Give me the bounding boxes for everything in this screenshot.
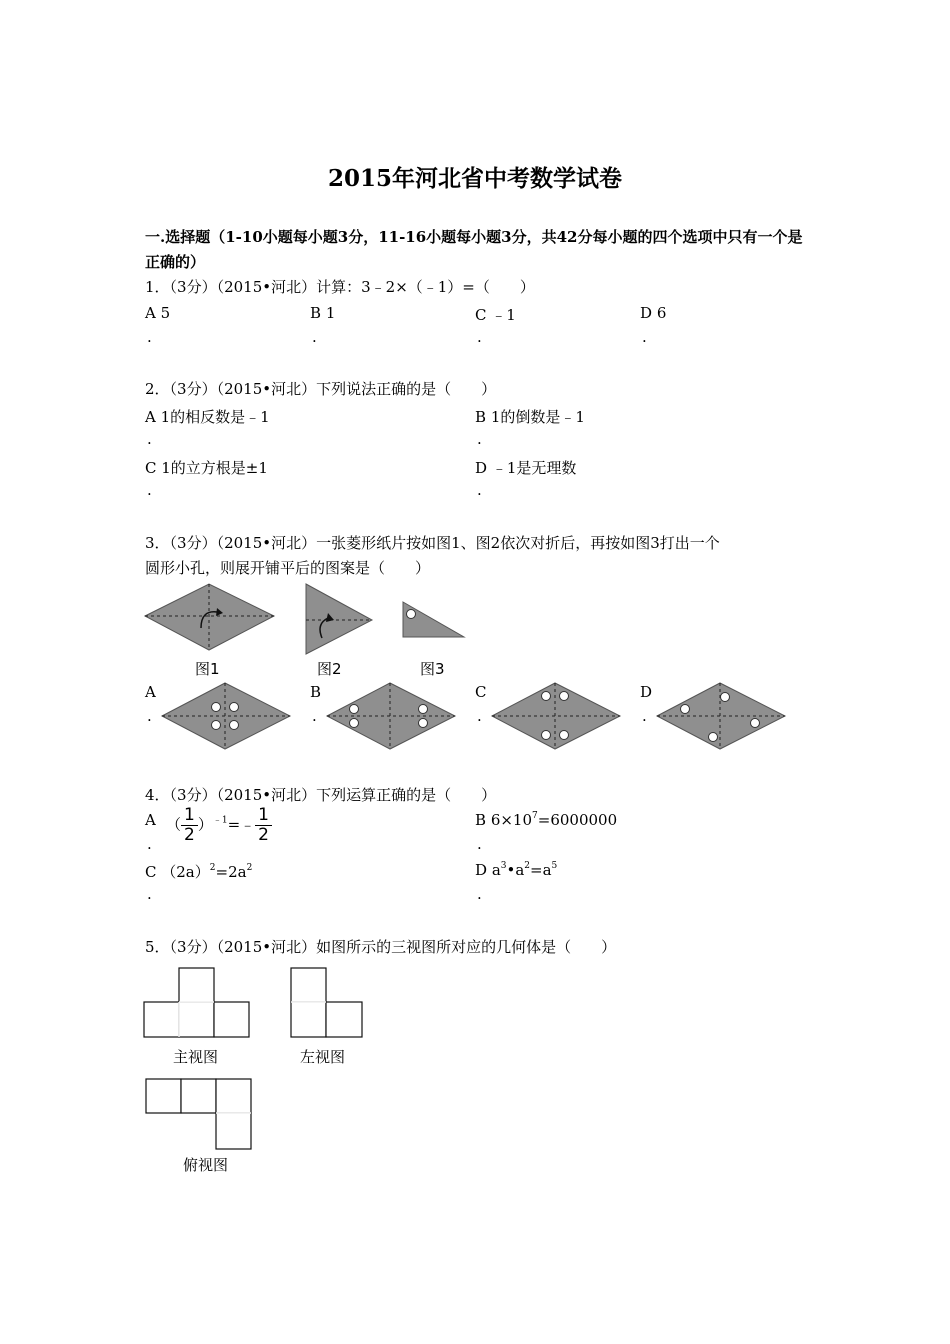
q1-option-c-dot: . (477, 328, 482, 346)
q1-option-c[interactable]: C ﹣1 (475, 306, 516, 324)
q3-figure-1-label: 图1 (195, 660, 220, 678)
q1-option-d-dot: . (642, 328, 647, 346)
q3-figure-2 (304, 582, 374, 656)
q3-option-b-figure[interactable] (325, 681, 457, 751)
q2-option-c-dot: . (147, 481, 152, 499)
q4-a-fraction-1: $\frac{1}{2}$ (181, 806, 198, 845)
q4-option-d[interactable]: D $a^3•a^2=a^5$ (475, 861, 558, 879)
question-4-stem: 4．（3分）（2015•河北）下列运算正确的是（ ） (145, 786, 497, 804)
q3-option-a-figure[interactable] (160, 681, 292, 751)
q3-figure-1 (143, 582, 278, 654)
q3-option-c[interactable]: C (475, 683, 487, 701)
q4-a-fraction-2: $\frac{1}{2}$ (255, 806, 272, 845)
question-3-stem-line1: 3．（3分）（2015•河北）一张菱形纸片按如图1、图2依次对折后，再按如图3打出一个 (145, 534, 720, 552)
q3-option-c-dot: . (477, 707, 482, 725)
q4-option-a-expression[interactable]: （ $\frac{1}{2}$ ）$^{﹣1}$=﹣ $\frac{1}{2}$ (166, 806, 272, 845)
question-1-stem: 1．（3分）（2015•河北）计算：3﹣2×（﹣1）=（ ） (145, 278, 535, 296)
q3-option-c-figure[interactable] (490, 681, 622, 751)
q1-option-b-dot: . (312, 328, 317, 346)
q3-option-a-dot: . (147, 707, 152, 725)
q5-left-view (290, 967, 366, 1039)
question-3-stem-line2: 圆形小孔，则展开铺平后的图案是（ ） (145, 559, 431, 577)
q5-front-view (143, 967, 253, 1039)
q1-option-d[interactable]: D 6 (640, 304, 667, 322)
q4-option-b-dot: . (477, 835, 482, 853)
q5-left-view-label: 左视图 (300, 1048, 346, 1066)
q3-option-b[interactable]: B (310, 683, 322, 701)
q4-option-d-dot: . (477, 885, 482, 903)
q5-top-view-label: 俯视图 (183, 1156, 229, 1174)
q5-front-view-label: 主视图 (173, 1048, 219, 1066)
q2-option-b[interactable]: B 1的倒数是﹣1 (475, 408, 585, 426)
q5-top-view (145, 1078, 255, 1154)
q3-option-b-dot: . (312, 707, 317, 725)
q4-option-a-letter[interactable]: A (145, 811, 156, 829)
question-5-stem: 5．（3分）（2015•河北）如图所示的三视图所对应的几何体是（ ） (145, 938, 617, 956)
q1-option-b[interactable]: B 1 (310, 304, 336, 322)
q3-option-d-figure[interactable] (655, 681, 787, 751)
page-title: 2015年河北省中考数学试卷 (327, 165, 622, 192)
q3-figure-2-label: 图2 (317, 660, 342, 678)
q2-option-b-dot: . (477, 430, 482, 448)
q1-option-a-dot: . (147, 328, 152, 346)
q2-option-d[interactable]: D ﹣1是无理数 (475, 459, 577, 477)
q2-option-d-dot: . (477, 481, 482, 499)
q2-option-a-dot: . (147, 430, 152, 448)
q3-option-a[interactable]: A (145, 683, 156, 701)
question-2-stem: 2．（3分）（2015•河北）下列说法正确的是（ ） (145, 380, 497, 398)
q2-option-c[interactable]: C 1的立方根是±1 (145, 459, 268, 477)
q4-option-a-dot: . (147, 835, 152, 853)
q3-option-d-dot: . (642, 707, 647, 725)
q4-option-c-dot: . (147, 885, 152, 903)
q3-figure-3-label: 图3 (420, 660, 445, 678)
q2-option-a[interactable]: A 1的相反数是﹣1 (145, 408, 270, 426)
q4-option-c[interactable]: C $(2a)^2=2a^2$ (145, 863, 253, 881)
q3-option-d[interactable]: D (640, 683, 653, 701)
section-heading: 一.选择题（1-10小题每小题3分，11-16小题每小题3分，共42分每小题的四个选项中只有一个是正确的） (145, 228, 803, 271)
q4-option-b[interactable]: B $6\times 10^7=6000000$ (475, 811, 618, 829)
q3-figure-3 (402, 600, 466, 640)
q1-option-a[interactable]: A 5 (145, 304, 171, 322)
